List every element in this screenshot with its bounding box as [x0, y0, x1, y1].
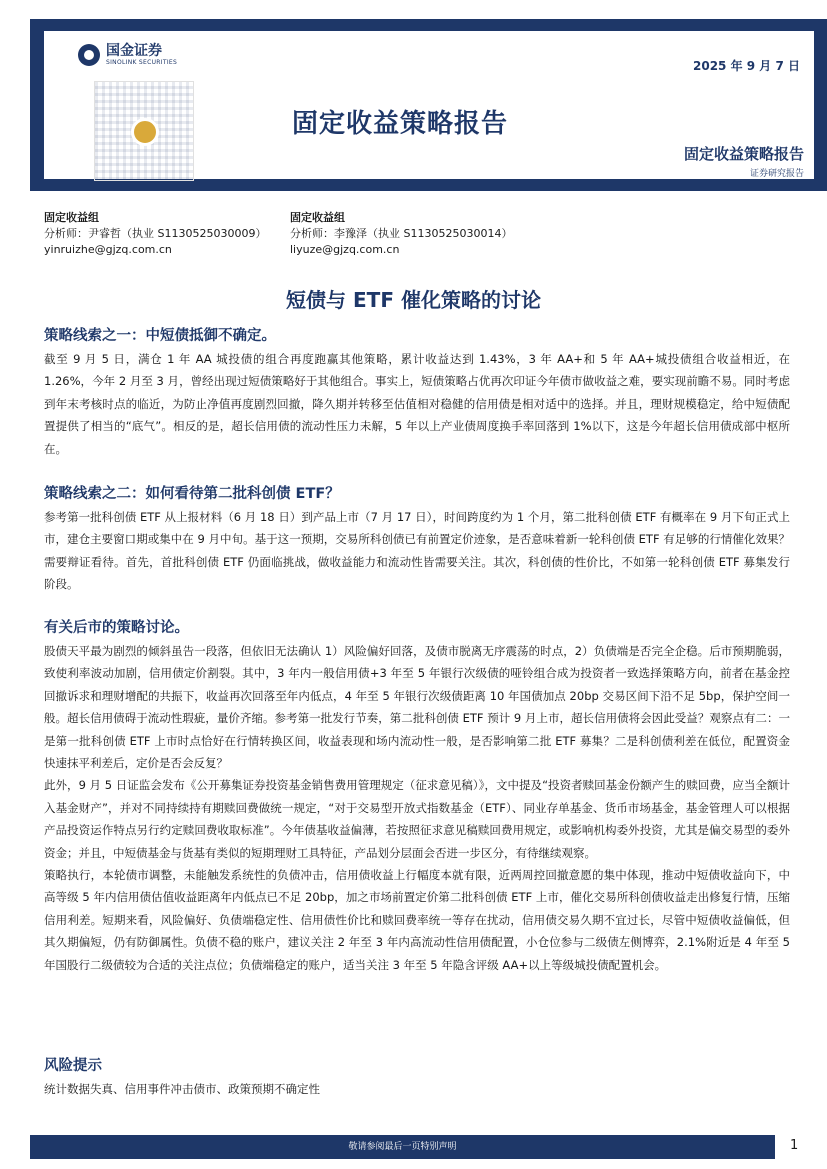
- logo-name-en: SINOLINK SECURITIES: [106, 59, 178, 66]
- paragraph: 此外，9 月 5 日证监会发布《公开募集证券投资基金销售费用管理规定（征求意见稿）》，文中提及“投资者赎回基金份额产生的赎回费，应当全额计入基金财产”，并对不同持续持有期赎回费做统一规定，“对于交易型开放式指数基金（ETF）、同业存单基金、货币市场基金，基金管理人可以根据产品投资运作特点另行约定赎回费收取标准”。今年债基收益偏薄，若按照征求意见稿赎回费用规定，或影响机构委外投资，尤其是偏交易型的委外资金；并且，中短债基金与货基有类似的短期理财工具特征，产品划分层面会否进一步区分，有待继续观察。: [44, 778, 790, 860]
- paragraph: 统计数据失真、信用事件冲击债市、政策预期不确定性: [44, 1082, 320, 1096]
- header-panel: [44, 31, 814, 179]
- section-heading: 策略线索之二：如何看待第二批科创债 ETF？: [44, 486, 340, 502]
- paragraph: 股债天平最为剧烈的倾斜虽告一段落，但依旧无法确认 1）风险偏好回落，及债市脱离无序震荡的时点，2）负债端是否完全企稳。后市预期脆弱，致使利率波动加剧，信用债定价割裂。其中，3 年内一般信用债+3 年至 5 年银行次级债的哑铃组合成为投资者一致选择策略方向，前者在基金控回撤诉求和理财增配的共振下，收益再次回落至年内低点，4 年至 5 年银行次级债距离 10 年国债加点 20bp 交易区间下沿不足 5bp，保护空间一般。超长信用债碍于流动性瑕疵，量价齐缩。参考第一批发行节奏，第二批科创债 ETF 预计 9 月上市，超长信用债将会因此受益？观察点有二：一是第一批科创债 ETF 上市时点恰好在行情转换区间，收益表现和场内流动性一般，是否影响第二批 ETF 募集？二是科创债利差在低位，配置资金快速抹平利差后，定价是否会反复？: [44, 644, 790, 771]
- qr-code-icon: [94, 81, 194, 181]
- report-type: 固定收益策略报告: [683, 145, 804, 163]
- author-group: 固定收益组: [290, 211, 345, 224]
- report-header: [30, 19, 827, 191]
- report-category: 证券研究报告: [749, 169, 804, 179]
- logo-icon: [78, 44, 100, 66]
- paragraph: 策略执行，本轮债市调整，未能触发系统性的负债冲击，信用债收益上行幅度本就有限，近两周控回撤意愿的集中体现，推动中短债收益向下，中高等级 5 年内信用债估值收益距离年内低点已不足 20bp，加之市场前置定价第二批科创债 ETF 上市，催化交易所科创债收益走出修复行情，压缩信用利差。短期来看，风险偏好、负债端稳定性、信用债性价比和赎回费率统一等存在扰动，信用债交易久期不宜过长，尽管中短债收益偏低，但其久期偏短，仍有防御属性。负债不稳的账户，建议关注 2 年至 3 年内高流动性信用债配置，小仓位参与二级债左侧博弈，2.1%附近是 4 年至 5 年国股行二级债较为合适的关注点位；负债端稳定的账户，适当关注 3 年至 5 年隐含评级 AA+以上等级城投债配置机会。: [44, 868, 790, 972]
- report-date: 2025 年 9 月 7 日: [693, 59, 800, 73]
- paragraph: 截至 9 月 5 日，满仓 1 年 AA 城投债的组合再度跑赢其他策略，累计收益达到 1.43%，3 年 AA+和 5 年 AA+城投债组合收益相近，在 1.26%，今年 2 月至 3 月，曾经出现过短债策略好于其他组合。事实上，短债策略占优再次印证今年债市做收益之难，要实现前瞻不易。同时考虑到年末考核时点的临近，为防止净值再度剧烈回撤，降久期并转移至估值相对稳健的信用债是相对适中的选择。并且，理财规模稳定，给中短债配置提供了相当的“底气”。相反的是，超长信用债的流动性压力未解，5 年以上产业债周度换手率回落到 1%以下，这是今年超长信用债成部中枢所在。: [44, 352, 790, 456]
- paragraph: 参考第一批科创债 ETF 从上报材料（6 月 18 日）到产品上市（7 月 17 日），时间跨度约为 1 个月，第二批科创债 ETF 有概率在 9 月下旬正式上市，建仓主要窗口期或集中在 9 月中旬。基于这一预期，交易所科创债已有前置定价迹象，是否意味着新一轮科创债 ETF 有足够的行情催化效果？需要辩证看待。首先，首批科创债 ETF 仍面临挑战，做收益能力和流动性皆需要关注。其次，科创债的性价比，不如第一轮科创债 ETF 募集发行阶段。: [44, 510, 790, 592]
- section-heading: 策略线索之一：中短债抵御不确定。: [44, 328, 276, 344]
- section-2: [44, 484, 790, 596]
- report-title: 固定收益策略报告: [292, 109, 509, 139]
- qr-center-badge: [131, 118, 159, 146]
- section-1: [44, 326, 790, 460]
- footer-disclaimer: 敬请参阅最后一页特别声明: [30, 1135, 775, 1159]
- section-heading: 有关后市的策略讨论。: [44, 620, 189, 636]
- author-1: [44, 210, 266, 258]
- author-group: 固定收益组: [44, 211, 99, 224]
- author-email[interactable]: liyuze@gjzq.com.cn: [290, 243, 400, 256]
- author-name: 分析师：尹睿哲（执业 S1130525030009）: [44, 227, 267, 240]
- section-risk: [44, 1056, 790, 1100]
- section-3: [44, 618, 790, 976]
- document-title: 短债与 ETF 催化策略的讨论: [286, 288, 541, 312]
- logo-name-cn: 国金证券: [106, 43, 162, 59]
- section-heading: 风险提示: [44, 1058, 102, 1074]
- company-logo: [78, 43, 177, 67]
- author-block: [44, 210, 784, 262]
- page-number: 1: [790, 1138, 799, 1153]
- author-email[interactable]: yinruizhe@gjzq.com.cn: [44, 243, 172, 256]
- author-2: [290, 210, 512, 258]
- author-name: 分析师：李豫泽（执业 S1130525030014）: [290, 227, 513, 240]
